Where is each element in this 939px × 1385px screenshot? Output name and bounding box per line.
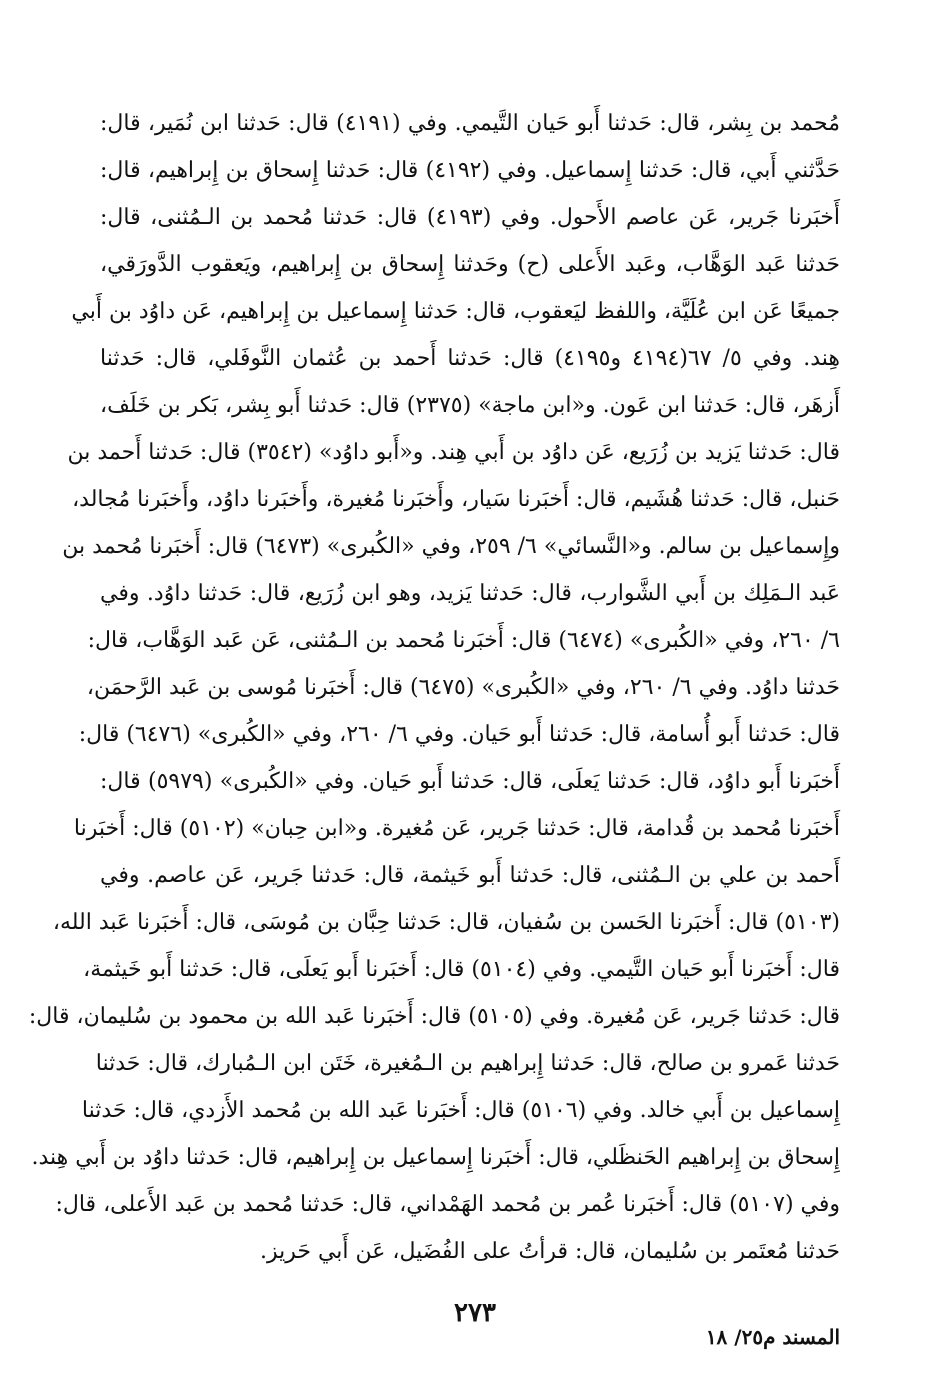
text-line: حَدثنا داوُد. وفي ٦/ ٢٦٠، وفي «الكُبرى» (٦٤٧٥) قال: أَخبَرنا مُوسى بن عَبد الرَّحمَن، [86,675,840,700]
text-line: حَنبل، قال: حَدثنا هُشَيم، قال: أَخبَرنا سَيار، وأَخبَرنا مُغيرة، وأَخبَرنا داوُد، وأَخبَرنا مُجالد، [72,487,840,512]
text-line: قال: حَدثنا جَرير، عَن مُغيرة. وفي (٥١٠٥) قال: أَخبَرنا عَبد الله بن محمود بن سُليمان، قال: [28,1004,840,1029]
text-line: وفي (٥١٠٧) قال: أَخبَرنا عُمر بن مُحمد الهَمْداني، قال: حَدثنا مُحمد بن عَبد الأَعلى، قال: [55,1192,840,1217]
text-line: حَدثنا عَمرو بن صالح، قال: حَدثنا إِبراهيم بن الـمُغيرة، خَتَن ابن الـمُبارك، قال: حَدثنا [95,1051,840,1076]
text-line: أَخبَرنا أَبو داوُد، قال: حَدثنا يَعلَى، قال: حَدثنا أَبو حَيان. وفي «الكُبرى» (٥٩٧٩) قال: [100,769,840,794]
text-line: (٥١٠٣) قال: أَخبَرنا الحَسن بن سُفيان، قال: حَدثنا حِبَّان بن مُوسَى، قال: أَخبَرنا عَبد الله، [52,910,840,935]
text-line: قال: أَخبَرنا أَبو حَيان التَّيمي. وفي (٥١٠٤) قال: أَخبَرنا أَبو يَعلَى، قال: حَدثنا أَبو خَيثمة، [83,957,840,982]
text-line: هِند. وفي ٥/ ٦٧(٤١٩٤ و٤١٩٥) قال: حَدثنا أَحمد بن عُثمان النَّوفَلي، قال: حَدثنا [100,346,841,371]
text-line: أَخبَرنا جَرير، عَن عاصم الأَحول. وفي (٤١٩٣) قال: حَدثنا مُحمد بن الـمُثنى، قال: [100,205,840,230]
text-line: أَخبَرنا مُحمد بن قُدامة، قال: حَدثنا جَرير، عَن مُغيرة. و«ابن حِبان» (٥١٠٢) قال: أَخبَرنا [73,816,840,841]
text-line: حَدثنا عَبد الوَهَّاب، وعَبد الأَعلى (ح) وحَدثنا إِسحاق بن إِبراهيم، ويَعقوب الدَّورَقي، [100,252,840,277]
text-line: قال: حَدثنا أَبو أُسامة، قال: حَدثنا أَبو حَيان. وفي ٦/ ٢٦٠، وفي «الكُبرى» (٦٤٧٦) قال: [78,722,840,747]
text-line: إِسحاق بن إِبراهيم الحَنظَلي، قال: أَخبَرنا إِسماعيل بن إِبراهيم، قال: حَدثنا داوُد بن أَبي هِند. [31,1145,840,1170]
page-number: ٢٧٣ [454,1298,496,1328]
text-line: حَدثنا مُعتَمر بن سُليمان، قال: قرأتُ على الفُضَيل، عَن أَبي حَريز. [259,1239,840,1264]
text-line: جميعًا عَن ابن عُلَيَّة، واللفظ ليَعقوب، قال: حَدثنا إِسماعيل بن إِبراهيم، عَن داوُد بن أَبي [71,299,840,324]
text-line: أَزهَر، قال: حَدثنا ابن عَون. و«ابن ماجة» (٢٣٧٥) قال: حَدثنا أَبو بِشر، بَكر بن خَلَف، [99,393,840,418]
body-text [28,100,841,1275]
signature-mark: المسند م٢٥/ ١٨ [705,1325,840,1349]
text-line: حَدَّثني أَبي، قال: حَدثنا إِسماعيل. وفي (٤١٩٢) قال: حَدثنا إِسحاق بن إِبراهيم، قال: [100,158,840,183]
text-line: ٦/ ٢٦٠، وفي «الكُبرى» (٦٤٧٤) قال: أَخبَرنا مُحمد بن الـمُثنى، عَن عَبد الوَهَّاب، قال: [87,628,840,653]
text-line: مُحمد بن بِشر، قال: حَدثنا أَبو حَيان التَّيمي. وفي (٤١٩١) قال: حَدثنا ابن نُمَير، قال: [100,111,840,136]
text-line: عَبد الـمَلِك بن أَبي الشَّوارب، قال: حَدثنا يَزيد، وهو ابن زُرَيع، قال: حَدثنا داوُد. وفي [100,581,840,606]
text-line: قال: حَدثنا يَزيد بن زُرَيع، عَن داوُد بن أَبي هِند. و«أَبو داوُد» (٣٥٤٢) قال: حَدثنا أَحمد بن [67,440,840,465]
text-line: إِسماعيل بن أَبي خالد. وفي (٥١٠٦) قال: أَخبَرنا عَبد الله بن مُحمد الأَزدي، قال: حَدثنا [81,1098,840,1123]
text-line: أَحمد بن علي بن الـمُثنى، قال: حَدثنا أَبو خَيثمة، قال: حَدثنا جَرير، عَن عاصم. وفي [100,863,840,888]
text-line: وإِسماعيل بن سالم. و«النَّسائي» ٦/ ٢٥٩، وفي «الكُبرى» (٦٤٧٣) قال: أَخبَرنا مُحمد بن [62,534,840,559]
